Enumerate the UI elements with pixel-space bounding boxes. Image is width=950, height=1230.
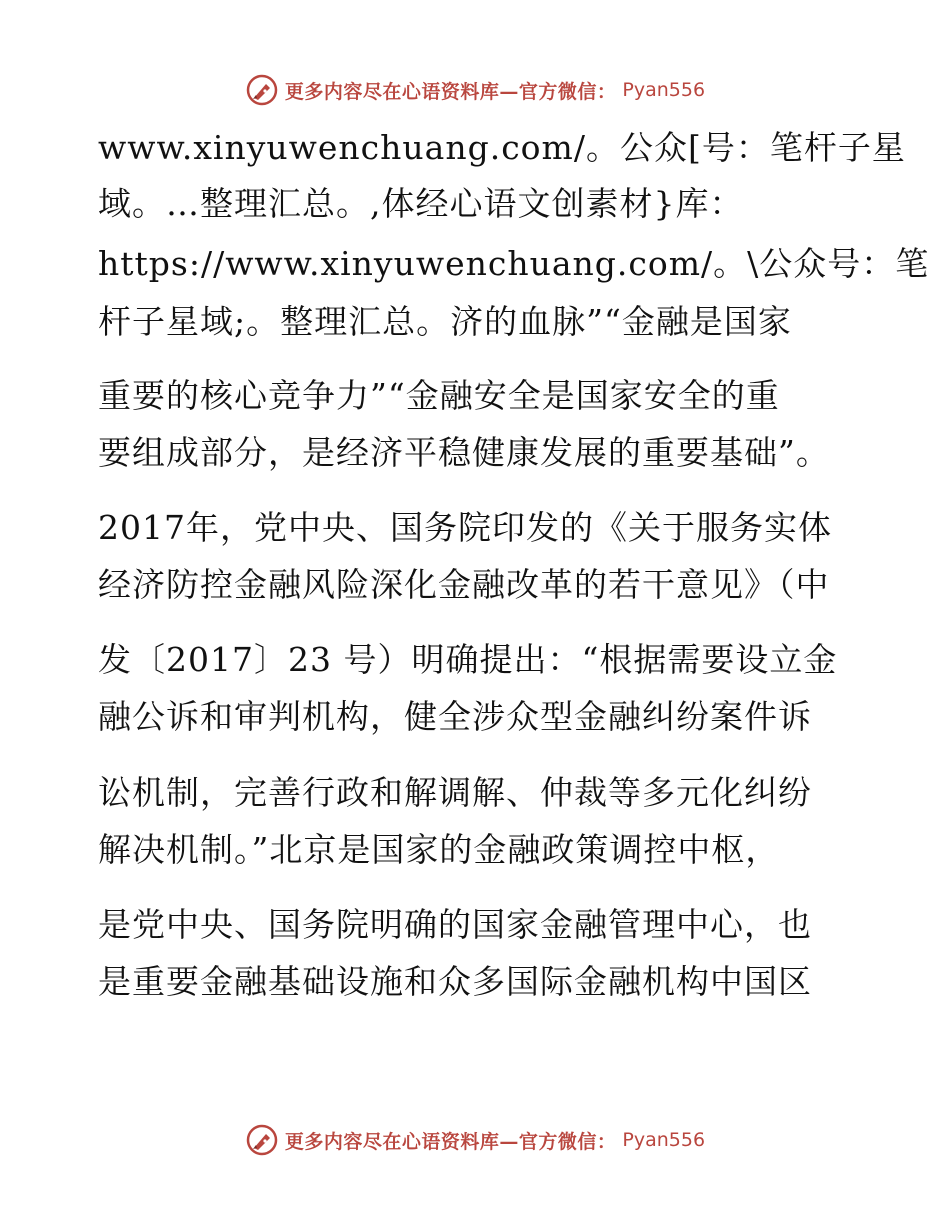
body-line: 杆子星域;。整理汇总。济的血脉”“金融是国家 [98,302,792,341]
body-line: 发〔2017〕23 号）明确提出：“根据需要设立金 [98,640,838,679]
body-line: 经济防控金融风险深化金融改革的若干意见》（中 [98,565,830,604]
body-line: 重要的核心竞争力”“金融安全是国家安全的重 [98,376,780,415]
footer-brand-text: 更多内容尽在心语资料库—官方微信： [284,1130,617,1153]
body-line: 讼机制，完善行政和解调解、仲裁等多元化纠纷 [98,773,812,812]
pen-nib-circle-icon [245,1123,279,1157]
body-line: 要组成部分，是经济平稳健康发展的重要基础”。 [98,433,830,472]
header-brand-text: 更多内容尽在心语资料库—官方微信： [284,80,617,103]
body-line: https://www.xinyuwenchuang.com/。\公众号：笔 [98,244,930,283]
body-line: 2017年，党中央、国务院印发的《关于服务实体 [98,508,832,547]
footer-wechat-id: Pyan556 [622,1129,706,1151]
header-wechat-id: Pyan556 [622,79,706,101]
footer-brand-bar [0,1120,950,1160]
body-line: www.xinyuwenchuang.com/。公众[号：笔杆子星 [98,128,906,167]
body-line: 解决机制。”北京是国家的金融政策调控中枢， [98,830,780,869]
body-line: 融公诉和审判机构，健全涉众型金融纠纷案件诉 [98,697,812,736]
body-line: 是重要金融基础设施和众多国际金融机构中国区 [98,962,812,1001]
body-line: 是党中央、国务院明确的国家金融管理中心，也 [98,905,812,944]
body-line: 域。…整理汇总。,体经心语文创素材}库： [98,184,744,223]
